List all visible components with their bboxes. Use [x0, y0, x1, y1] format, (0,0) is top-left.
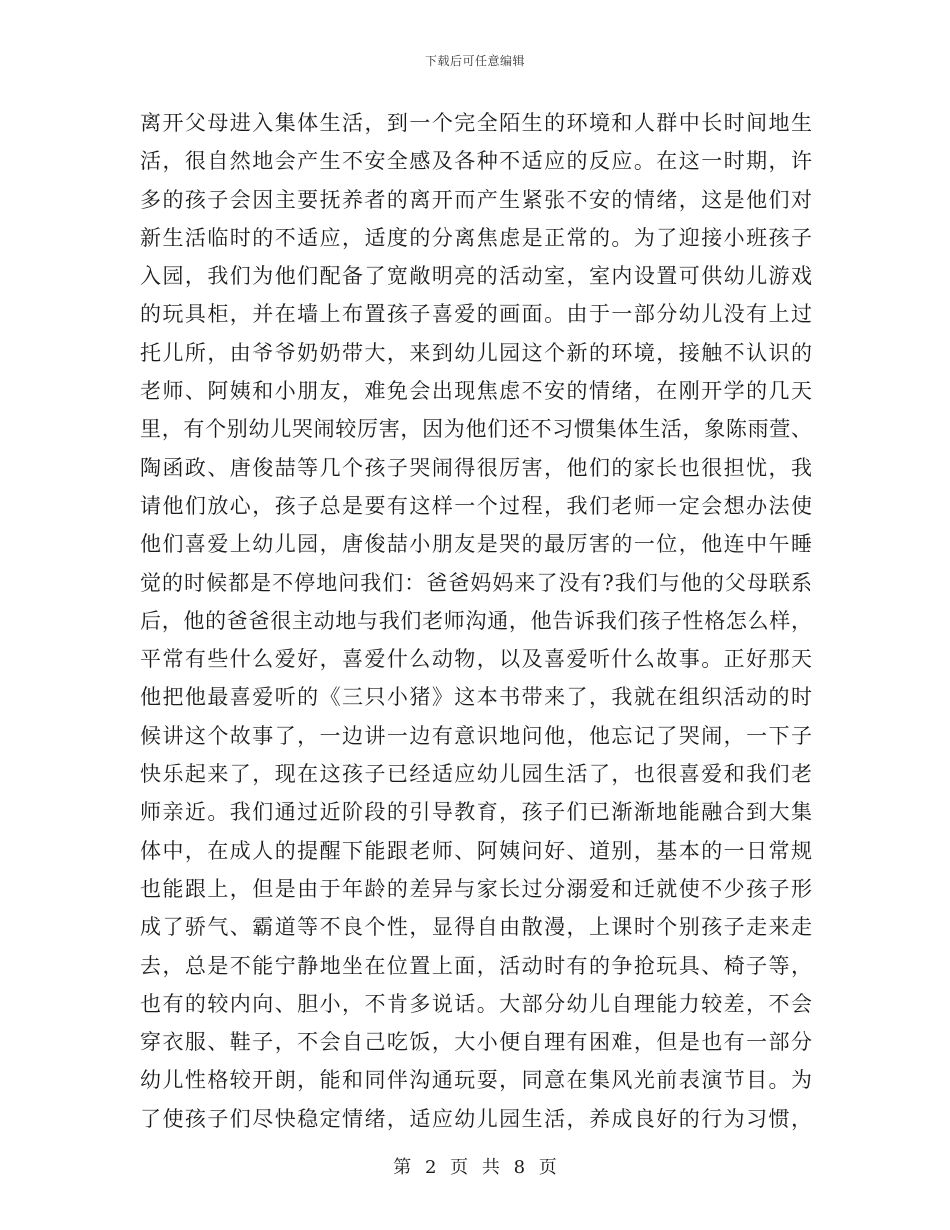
footer-page-label: 页: [450, 1157, 469, 1178]
text-line: 去，总是不能宁静地坐在位置上面，活动时有的争抢玩具、椅子等，: [140, 953, 812, 978]
text-line: 穿衣服、鞋子，不会自己吃饭，大小便自理有困难，但是也有一部分: [140, 1030, 812, 1055]
text-line: 的玩具柜，并在墙上布置孩子喜爱的画面。由于一部分幼儿没有上过: [140, 302, 812, 327]
text-line: 入园，我们为他们配备了宽敞明亮的活动室，室内设置可供幼儿游戏: [140, 264, 812, 289]
footer-total-label: 共: [481, 1157, 500, 1178]
text-line: 活，很自然地会产生不安全感及各种不适应的反应。在这一时期，许: [140, 149, 812, 174]
text-line: 体中，在成人的提醒下能跟老师、阿姨问好、道别，基本的一日常规: [140, 838, 812, 863]
text-line: 他们喜爱上幼儿园，唐俊喆小朋友是哭的最厉害的一位，他连中午睡: [140, 532, 812, 557]
text-line: 觉的时候都是不停地问我们：爸爸妈妈来了没有?我们与他的父母联系: [140, 570, 812, 595]
text-line: 也有的较内向、胆小，不肯多说话。大部分幼儿自理能力较差，不会: [140, 991, 812, 1016]
footer-suffix: 页: [538, 1157, 557, 1178]
footer-total-pages: 8: [513, 1157, 526, 1178]
text-line: 快乐起来了，现在这孩子已经适应幼儿园生活了，也很喜爱和我们老: [140, 762, 812, 787]
text-line: 也能跟上，但是由于年龄的差异与家长过分溺爱和迁就使不少孩子形: [140, 876, 812, 901]
text-line: 老师、阿姨和小朋友，难免会出现焦虑不安的情绪，在刚开学的几天: [140, 379, 812, 404]
text-line: 他把他最喜爱听的《三只小猪》这本书带来了，我就在组织活动的时: [140, 685, 812, 710]
page-footer: [0, 1153, 950, 1179]
text-line: 新生活临时的不适应，适度的分离焦虑是正常的。为了迎接小班孩子: [140, 225, 812, 250]
text-line: 幼儿性格较开朗，能和同伴沟通玩耍，同意在集风光前表演节目。为: [140, 1068, 812, 1093]
body-text: [140, 104, 812, 1138]
text-line: 了使孩子们尽快稳定情绪，适应幼儿园生活，养成良好的行为习惯，: [140, 1106, 812, 1131]
text-line: 候讲这个故事了，一边讲一边有意识地问他，他忘记了哭闹，一下子: [140, 723, 812, 748]
page-header: [0, 52, 950, 69]
footer-prefix: 第: [393, 1157, 412, 1178]
footer-current-page: 2: [424, 1157, 437, 1178]
text-line: 后，他的爸爸很主动地与我们老师沟通，他告诉我们孩子性格怎么样，: [140, 608, 812, 633]
text-line: 师亲近。我们通过近阶段的引导教育，孩子们已渐渐地能融合到大集: [140, 800, 812, 825]
text-line: 里，有个别幼儿哭闹较厉害，因为他们还不习惯集体生活，象陈雨萱、: [140, 417, 812, 442]
text-line: 托儿所，由爷爷奶奶带大，来到幼儿园这个新的环境，接触不认识的: [140, 340, 812, 365]
text-line: 成了骄气、霸道等不良个性，显得自由散漫，上课时个别孩子走来走: [140, 915, 812, 940]
header-text: 下载后可任意编辑: [424, 54, 525, 68]
text-line: 请他们放心，孩子总是要有这样一个过程，我们老师一定会想办法使: [140, 493, 812, 518]
text-line: 离开父母进入集体生活，到一个完全陌生的环境和人群中长时间地生: [140, 111, 812, 135]
text-line: 多的孩子会因主要抚养者的离开而产生紧张不安的情绪，这是他们对: [140, 187, 812, 212]
text-line: 陶函政、唐俊喆等几个孩子哭闹得很厉害，他们的家长也很担忧，我: [140, 455, 812, 480]
text-line: 平常有些什么爱好，喜爱什么动物，以及喜爱听什么故事。正好那天: [140, 647, 812, 672]
